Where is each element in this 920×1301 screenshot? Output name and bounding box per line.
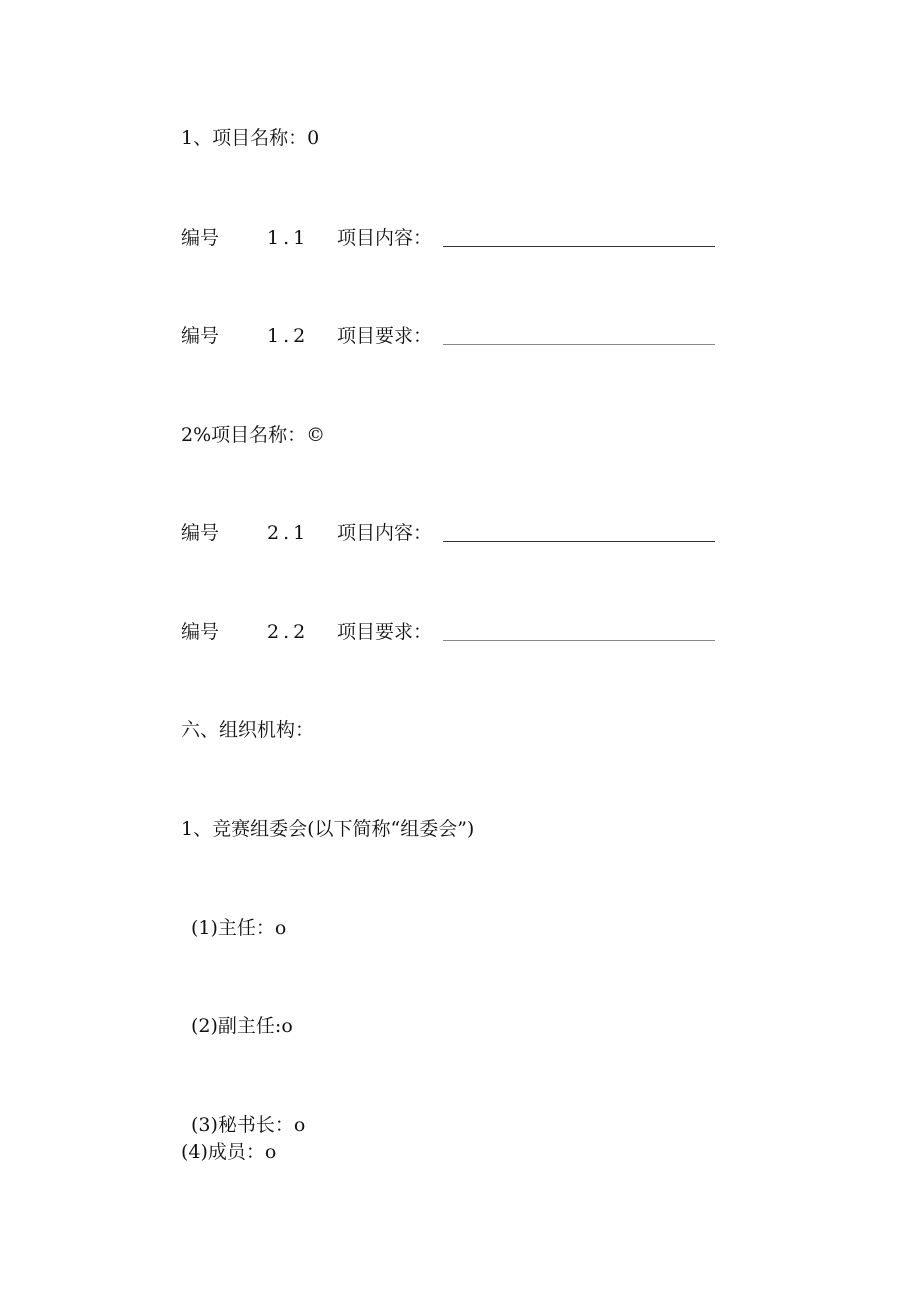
- project-2-heading: 2%项目名称：©: [181, 424, 326, 446]
- fill-in-blank-line[interactable]: [443, 541, 715, 542]
- project-1-heading: 1、项目名称：0: [181, 127, 320, 149]
- row-field-label: 项目要求：: [337, 325, 433, 347]
- row-field-label: 项目内容：: [337, 522, 433, 544]
- row-code: 2.1: [267, 522, 310, 544]
- fill-in-blank-line[interactable]: [443, 640, 715, 641]
- row-label: 编号: [181, 522, 220, 544]
- member-item-director: (1)主任：o: [191, 917, 287, 939]
- row-field-label: 项目内容：: [337, 227, 433, 249]
- row-label: 编号: [181, 325, 220, 347]
- fill-in-blank-line[interactable]: [443, 246, 715, 247]
- member-item-secretary-general: (3)秘书长：o: [191, 1114, 306, 1136]
- row-code: 1.1: [267, 227, 310, 249]
- fill-in-blank-line[interactable]: [443, 344, 715, 345]
- row-code: 1.2: [267, 325, 310, 347]
- committee-heading: 1、竞赛组委会(以下简称“组委会”): [181, 818, 475, 840]
- section-6-heading: 六、组织机构：: [181, 719, 315, 741]
- row-code: 2.2: [267, 621, 310, 643]
- row-field-label: 项目要求：: [337, 621, 433, 643]
- member-item-members: (4)成员：o: [181, 1141, 277, 1163]
- row-label: 编号: [181, 227, 220, 249]
- member-item-deputy-director: (2)副主任:o: [191, 1015, 293, 1037]
- row-label: 编号: [181, 621, 220, 643]
